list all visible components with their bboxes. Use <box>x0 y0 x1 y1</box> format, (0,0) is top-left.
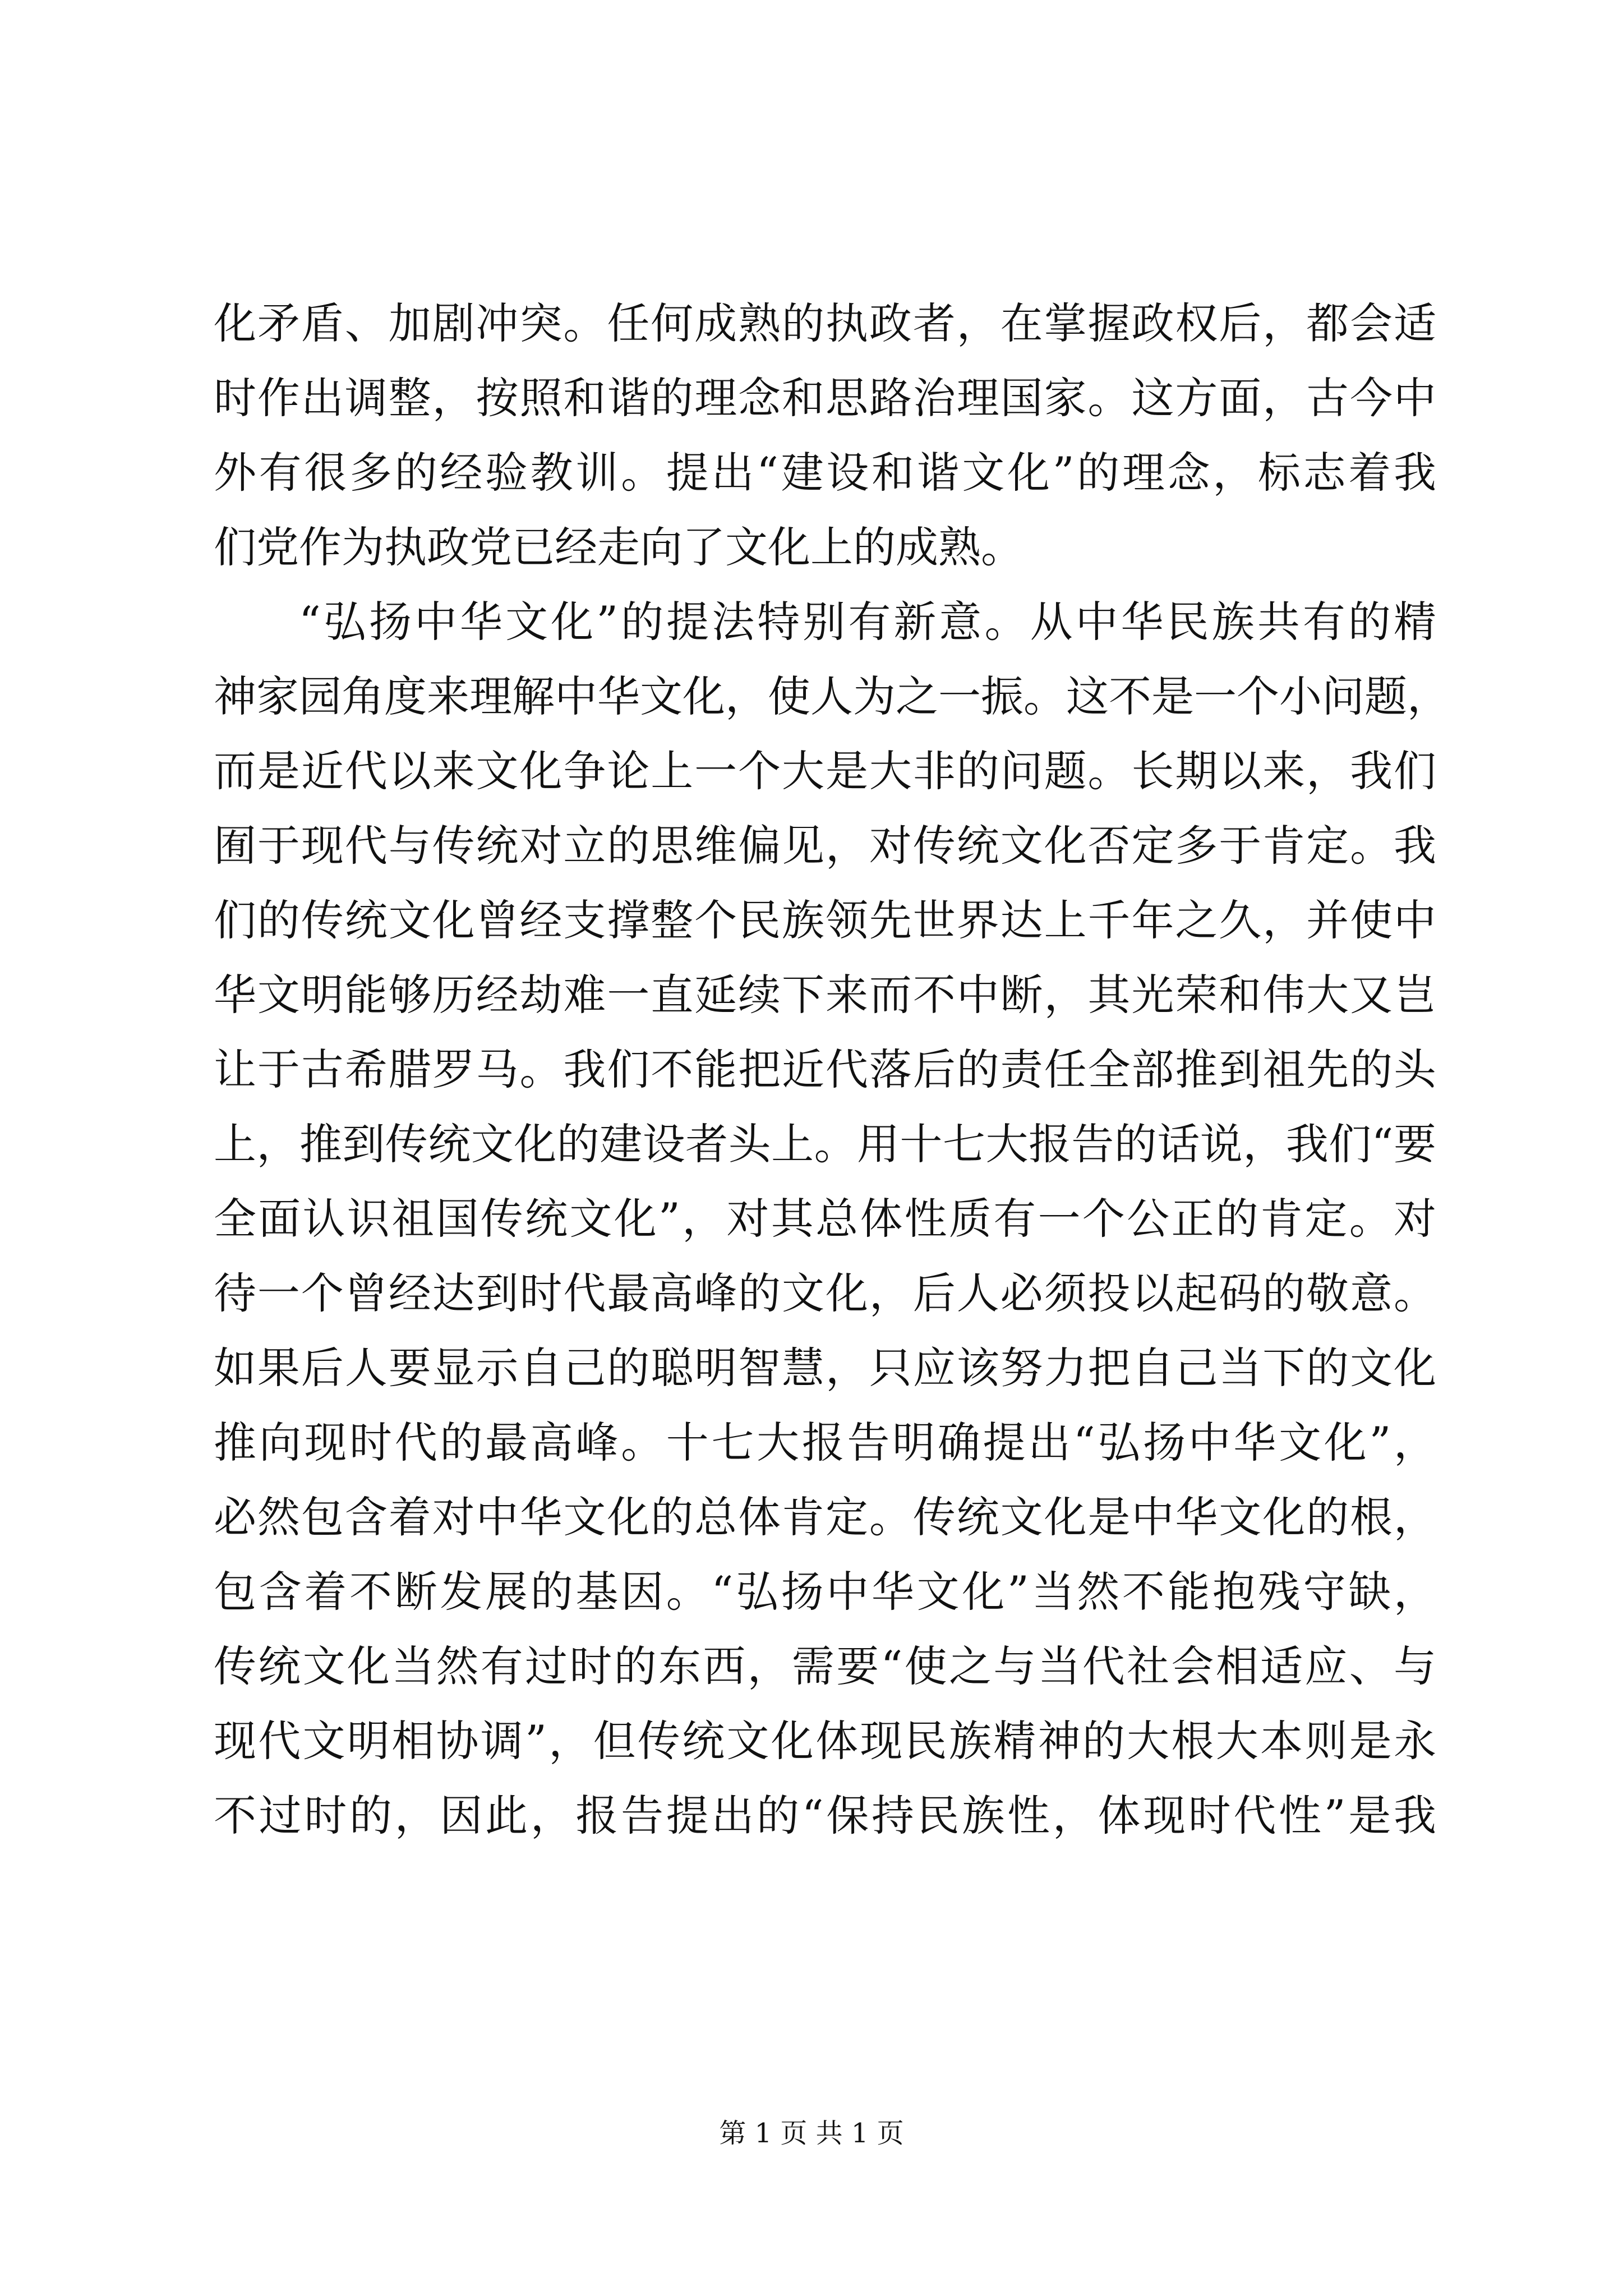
text-line: 们党作为执政党已经走向了文化上的成熟。 <box>214 522 1023 572</box>
text-line: 化矛盾、加剧冲突。任何成熟的执政者，在掌握政权后，都会适 <box>214 298 1436 348</box>
document-body <box>214 286 1450 1853</box>
text-line: 神家园角度来理解中华文化，使人为之一振。这不是一个小问题， <box>214 671 1450 721</box>
text-line: 而是近代以来文化争论上一个大是大非的问题。长期以来，我们 <box>214 746 1436 796</box>
text-line: 如果后人要显示自己的聪明智慧，只应该努力把自己当下的文化 <box>214 1343 1436 1393</box>
paragraph-first-line: “弘扬中华文化”的提法特别有新意。从中华民族共有的精 <box>299 597 1436 647</box>
text-line: 必然包含着对中华文化的总体肯定。传统文化是中华文化的根， <box>214 1492 1436 1542</box>
text-line: 现代文明相协调”，但传统文化体现民族精神的大根大本则是永 <box>214 1716 1436 1766</box>
text-line: 推向现时代的最高峰。十七大报告明确提出“弘扬中华文化”， <box>214 1418 1436 1467</box>
text-line: 华文明能够历经劫难一直延续下来而不中断，其光荣和伟大又岂 <box>214 970 1436 1020</box>
text-line: 时作出调整，按照和谐的理念和思路治理国家。这方面，古今中 <box>214 373 1436 423</box>
text-line: 上，推到传统文化的建设者头上。用十七大报告的话说，我们“要 <box>214 1119 1436 1169</box>
text-line: 全面认识祖国传统文化”，对其总体性质有一个公正的肯定。对 <box>214 1194 1436 1244</box>
text-line: 不过时的，因此，报告提出的“保持民族性，体现时代性”是我 <box>214 1791 1436 1841</box>
text-line: 们的传统文化曾经支撑整个民族领先世界达上千年之久，并使中 <box>214 895 1436 945</box>
text-line: 传统文化当然有过时的东西，需要“使之与当代社会相适应、与 <box>214 1641 1436 1691</box>
page-number-footer: 第 1 页 共 1 页 <box>719 2118 904 2149</box>
text-line: 囿于现代与传统对立的思维偏见，对传统文化否定多于肯定。我 <box>214 821 1436 871</box>
text-line: 外有很多的经验教训。提出“建设和谐文化”的理念，标志着我 <box>214 448 1436 498</box>
text-line: 待一个曾经达到时代最高峰的文化，后人必须投以起码的敬意。 <box>214 1268 1436 1318</box>
text-line: 包含着不断发展的基因。“弘扬中华文化”当然不能抱残守缺， <box>214 1567 1436 1617</box>
text-line: 让于古希腊罗马。我们不能把近代落后的责任全部推到祖先的头 <box>214 1045 1436 1094</box>
